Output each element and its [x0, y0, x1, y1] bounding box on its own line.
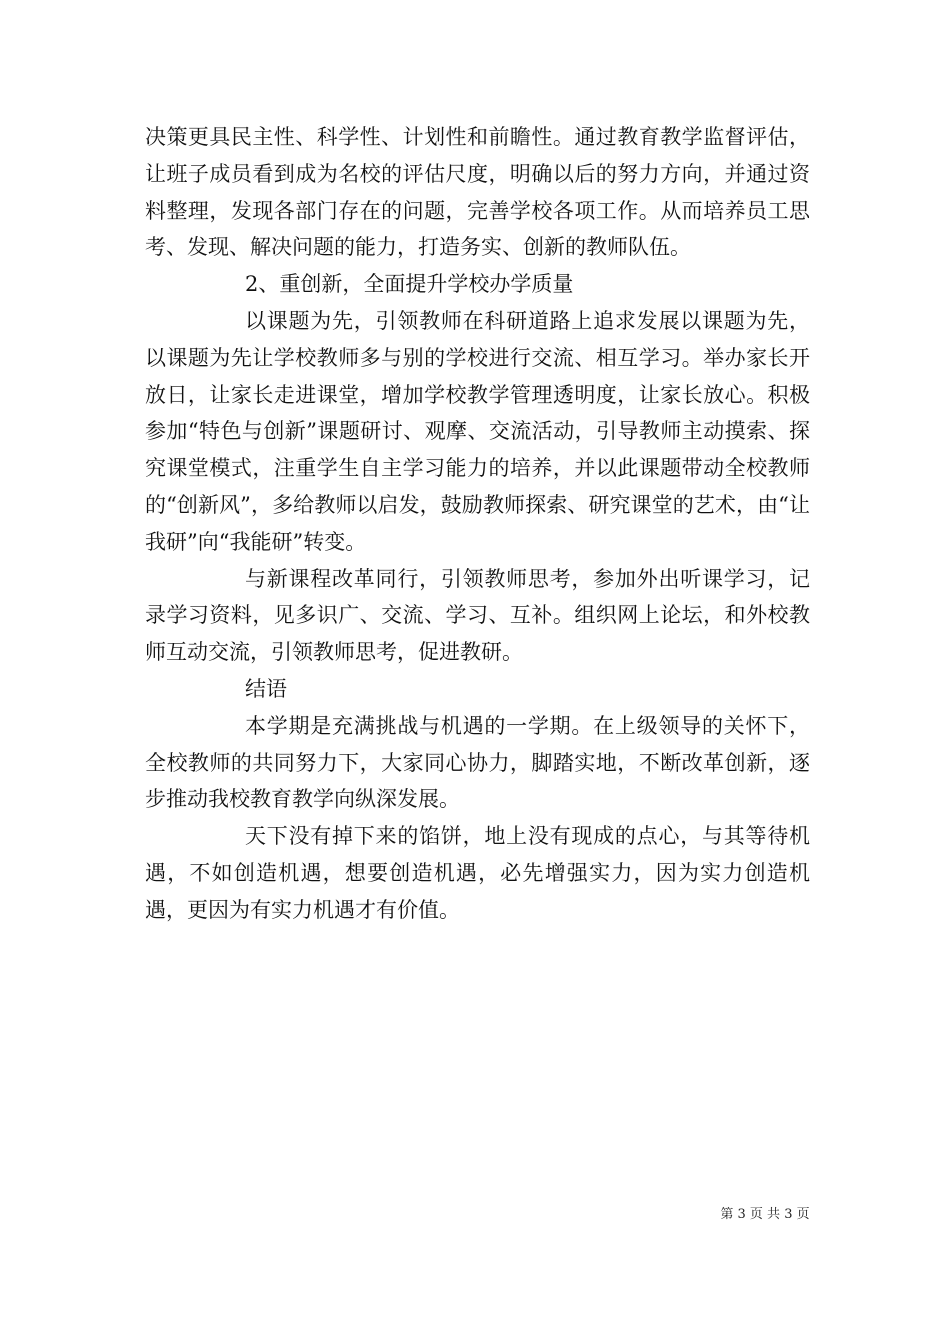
paragraph-1: 决策更具民主性、科学性、计划性和前瞻性。通过教育教学监督评估，让班子成员看到成为名校的评估尺度，明确以后的努力方向，并通过资料整理，发现各部门存在的问题，完善学校各项工作。从而培养员工思考、发现、解决问题的能力，打造务实、创新的教师队伍。: [145, 125, 810, 260]
page-number: 第 3 页 共 3 页: [720, 1207, 810, 1222]
paragraph-3: 以课题为先，引领教师在科研道路上追求发展以课题为先，以课题为先让学校教师多与别的学校进行交流、相互学习。举办家长开放日，让家长走进课堂，增加学校教学管理透明度，让家长放心。积极参加“特色与创新”课题研讨、观摩、交流活动，引导教师主动摸索、探究课堂模式，注重学生自主学习能力的培养，并以此课题带动全校教师的“创新风”，多给教师以启发，鼓励教师探索、研究课堂的艺术，由“让我研”向“我能研”转变。: [145, 308, 810, 554]
conclusion-heading: 结语: [245, 676, 287, 701]
document-body: [145, 119, 810, 929]
section-heading: 2、重创新，全面提升学校办学质量: [245, 272, 574, 297]
paragraph-4: 与新课程改革同行，引领教师思考，参加外出听课学习，记录学习资料，见多识广、交流、学习、互补。组织网上论坛，和外校教师互动交流，引领教师思考，促进教研。: [145, 566, 810, 665]
page-footer: [0, 1203, 950, 1222]
paragraph-7: 天下没有掉下来的馅饼，地上没有现成的点心，与其等待机遇，不如创造机遇，想要创造机遇，必先增强实力，因为实力创造机遇，更因为有实力机遇才有价值。: [145, 824, 810, 922]
paragraph-6: 本学期是充满挑战与机遇的一学期。在上级领导的关怀下，全校教师的共同努力下，大家同心协力，脚踏实地，不断改革创新，逐步推动我校教育教学向纵深发展。: [145, 713, 810, 812]
